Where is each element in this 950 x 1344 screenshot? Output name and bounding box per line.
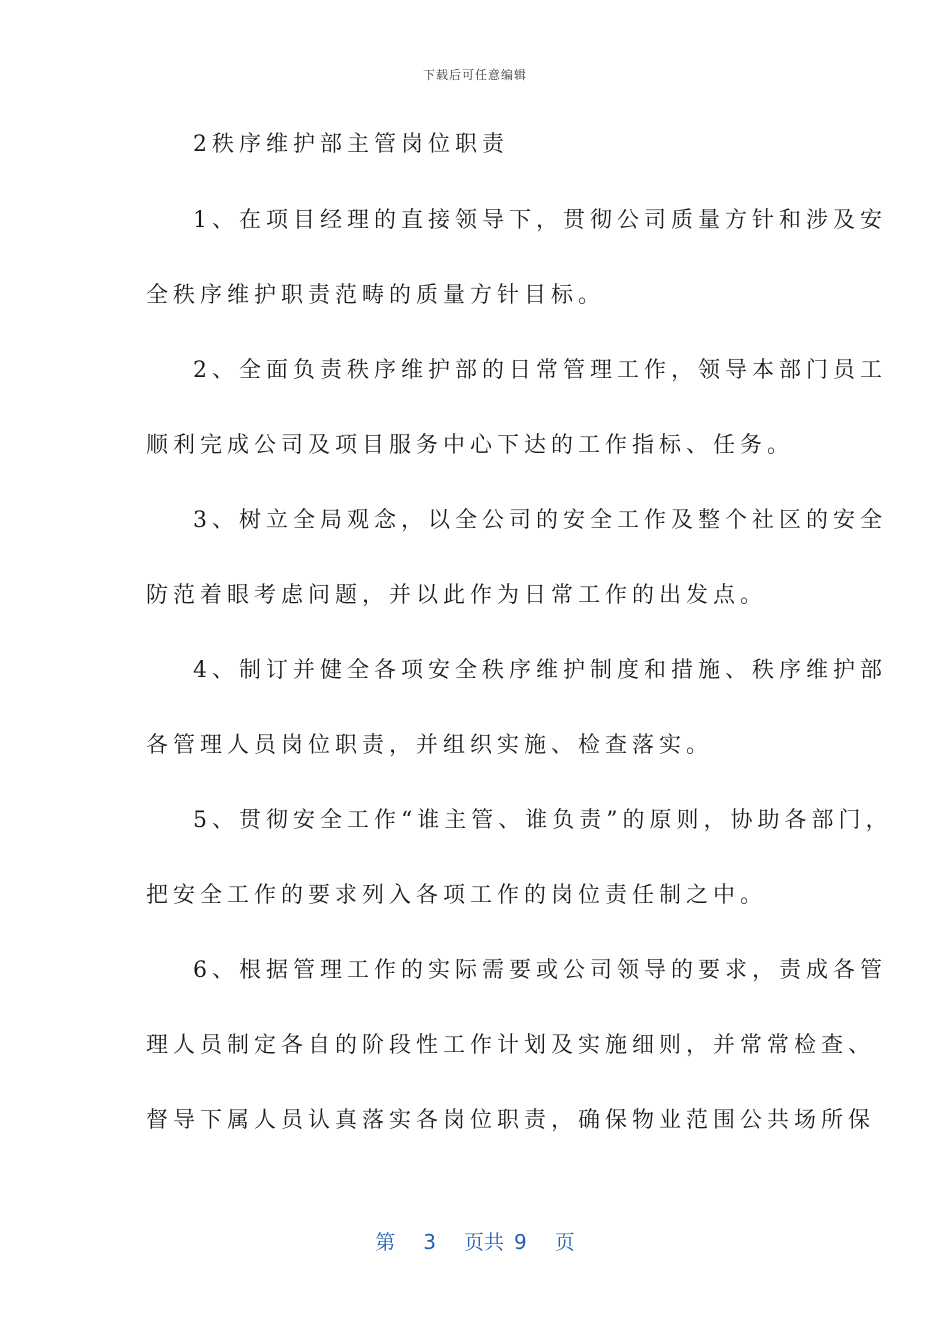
paragraph-line: 各管理人员岗位职责，并组织实施、检查落实。 <box>146 733 714 758</box>
paragraph-line: 3、树立全局观念，以全公司的安全工作及整个社区的安全 <box>193 508 887 533</box>
section-title: 2秩序维护部主管岗位职责 <box>193 132 509 157</box>
paragraph-line: 防范着眼考虑问题，并以此作为日常工作的出发点。 <box>146 583 768 608</box>
current-page-number: 3 <box>423 1230 436 1254</box>
page-suffix: 页 <box>554 1230 575 1254</box>
paragraph-line: 1、在项目经理的直接领导下，贯彻公司质量方针和涉及安 <box>193 208 887 233</box>
page-footer <box>0 1226 950 1255</box>
page-middle: 页共 <box>464 1230 504 1254</box>
paragraph-line: 6、根据管理工作的实际需要或公司领导的要求，责成各管 <box>193 958 887 983</box>
paragraph-line: 4、制订并健全各项安全秩序维护制度和措施、秩序维护部 <box>193 658 887 683</box>
paragraph-line: 2、全面负责秩序维护部的日常管理工作，领导本部门员工 <box>193 358 887 383</box>
header-note: 下载后可任意编辑 <box>422 68 527 82</box>
paragraph-line: 理人员制定各自的阶段性工作计划及实施细则，并常常检查、 <box>146 1033 876 1058</box>
paragraph-line: 把安全工作的要求列入各项工作的岗位责任制之中。 <box>146 883 768 908</box>
page-prefix: 第 <box>375 1230 396 1254</box>
paragraph-line: 督导下属人员认真落实各岗位职责，确保物业范围公共场所保 <box>146 1108 876 1133</box>
paragraph-line: 全秩序维护职责范畴的质量方针目标。 <box>146 283 606 308</box>
paragraph-line: 5、贯彻安全工作“谁主管、谁负责”的原则，协助各部门， <box>193 808 893 833</box>
paragraph-line: 顺利完成公司及项目服务中心下达的工作指标、任务。 <box>146 433 795 458</box>
total-pages-number: 9 <box>514 1230 527 1254</box>
